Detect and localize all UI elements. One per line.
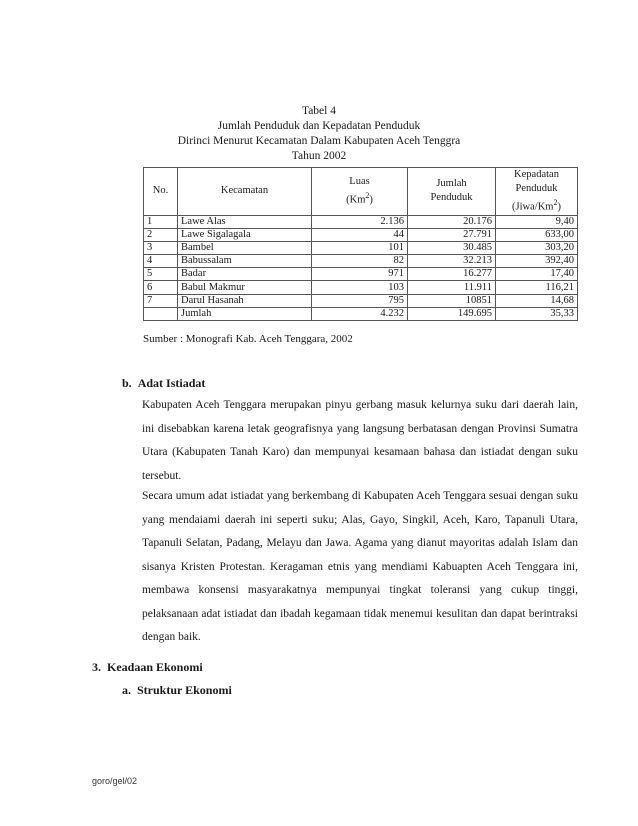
cell-no: 3: [144, 241, 178, 254]
cell-luas: 971: [312, 268, 408, 281]
cell-kepadatan: 116,21: [496, 281, 578, 294]
table-row: [144, 281, 578, 294]
table-title-line-1: Jumlah Penduduk dan Kepadatan Penduduk: [217, 120, 421, 132]
cell-kepadatan: 14,68: [496, 294, 578, 307]
section-3-heading: [92, 660, 203, 675]
cell-luas: 2.136: [312, 215, 408, 228]
cell-kepadatan: 9,40: [496, 215, 578, 228]
table-caption: [0, 104, 638, 164]
cell-kecamatan: Bambel: [178, 241, 312, 254]
header-luas-close: ): [369, 194, 373, 206]
section-b-marker: b.: [122, 376, 132, 390]
cell-luas: 103: [312, 281, 408, 294]
cell-luas: 101: [312, 241, 408, 254]
table-row: [144, 241, 578, 254]
cell-jumlah: 11.911: [408, 281, 496, 294]
table-row: [144, 268, 578, 281]
page-footer: goro/gel/02: [92, 776, 138, 786]
header-luas-label: Luas: [349, 176, 370, 187]
header-kepadatan-line-2: Penduduk: [515, 183, 558, 194]
section-3-title: Keadaan Ekonomi: [107, 660, 203, 674]
table-source: Sumber : Monografi Kab. Aceh Tenggara, 2002: [143, 333, 353, 345]
section-b-paragraph-2: Secara umum adat istiadat yang berkembang di Kabupaten Aceh Tenggara sesuai dengan suku yang mendaiami daerah ini seperti suku; Alas, Gayo, Singkil, Aceh, Karo, Tapanuli Utara, Tapanuli Selatan, Padang, Melayu dan Jawa. Agama yang dianut mayoritas adalah Islam dan sisanya Kristen Protestan. Keragaman etnis yang mendiami Kabuapten Aceh Tenggara ini, membawa konsensi masyarakatnya mempunyai tingkat toleransi yang cukup tinggi, pelaksanaan adat istiadat dan ibadah kegamaan tidak menemui kesulitan dan dapat berintraksi dengan baik.: [142, 490, 578, 643]
header-kepadatan: [496, 168, 578, 216]
table-title-line-2: Dirinci Menurut Kecamatan Dalam Kabupaten Aceh Tenggra: [177, 135, 461, 147]
cell-kepadatan: 303,20: [496, 241, 578, 254]
cell-no: 7: [144, 294, 178, 307]
table-label: Tabel 4: [301, 105, 336, 117]
section-3a-title: Struktur Ekonomi: [137, 683, 232, 697]
table-row: [144, 255, 578, 268]
cell-kecamatan: Darul Hasanah: [178, 294, 312, 307]
cell-no: 5: [144, 268, 178, 281]
cell-kecamatan: Jumlah: [178, 307, 312, 320]
cell-kecamatan: Babussalam: [178, 255, 312, 268]
table-title-line-3: Tahun 2002: [291, 150, 347, 162]
header-no: No.: [144, 168, 178, 216]
cell-kecamatan: Lawe Alas: [178, 215, 312, 228]
header-luas-unit: (Km: [346, 194, 366, 206]
population-table: [143, 167, 578, 321]
header-jumlah-line-1: Jumlah: [436, 178, 467, 190]
cell-no: 4: [144, 255, 178, 268]
cell-kecamatan: Badar: [178, 268, 312, 281]
cell-no: 6: [144, 281, 178, 294]
table-row: [144, 228, 578, 241]
section-3a-heading: [122, 683, 232, 698]
cell-jumlah: 10851: [408, 294, 496, 307]
cell-kepadatan: 17,40: [496, 268, 578, 281]
header-luas-sup: 2: [365, 191, 370, 200]
cell-kepadatan: 633,00: [496, 228, 578, 241]
section-3-marker: 3.: [92, 660, 101, 674]
cell-kecamatan: Lawe Sigalagala: [178, 228, 312, 241]
cell-luas: 44: [312, 228, 408, 241]
cell-jumlah: 149.695: [408, 307, 496, 320]
header-kepadatan-close: ): [557, 201, 561, 213]
cell-luas: 795: [312, 294, 408, 307]
cell-luas: 4.232: [312, 307, 408, 320]
section-b-paragraph-1: Kabupaten Aceh Tenggara merupakan pinyu gerbang masuk kelurnya suku dari daerah lain, ini disebabkan karena letak geografisnya yang langsung berbatasan dengan Provinsi Sumatra Utara (Kabupaten Tanah Karo) dan mempunyai kesamaan bahasa dan istiadat dengan suku tersebut.: [142, 399, 578, 482]
header-jumlah-line-2: Penduduk: [430, 192, 473, 204]
cell-no: 1: [144, 215, 178, 228]
cell-no: [144, 307, 178, 320]
header-jumlah: [408, 168, 496, 216]
cell-jumlah: 27.791: [408, 228, 496, 241]
table-header-row: [144, 168, 578, 216]
header-kepadatan-line-1: Kepadatan: [514, 169, 559, 180]
header-kecamatan: Kecamatan: [178, 168, 312, 216]
section-b-title: Adat Istiadat: [137, 376, 206, 390]
header-kepadatan-sup: 2: [553, 198, 558, 207]
table-row: [144, 215, 578, 228]
cell-jumlah: 32.213: [408, 255, 496, 268]
cell-jumlah: 20.176: [408, 215, 496, 228]
table-row: [144, 294, 578, 307]
header-luas: [312, 168, 408, 216]
cell-jumlah: 16.277: [408, 268, 496, 281]
header-kepadatan-unit: (Jiwa/Km: [512, 201, 554, 213]
cell-kecamatan: Babul Makmur: [178, 281, 312, 294]
section-b-heading: [122, 376, 205, 391]
cell-kepadatan: 35,33: [496, 307, 578, 320]
cell-luas: 82: [312, 255, 408, 268]
cell-no: 2: [144, 228, 178, 241]
section-3a-marker: a.: [122, 683, 131, 697]
cell-kepadatan: 392,40: [496, 255, 578, 268]
cell-jumlah: 30.485: [408, 241, 496, 254]
table-total-row: [144, 307, 578, 320]
